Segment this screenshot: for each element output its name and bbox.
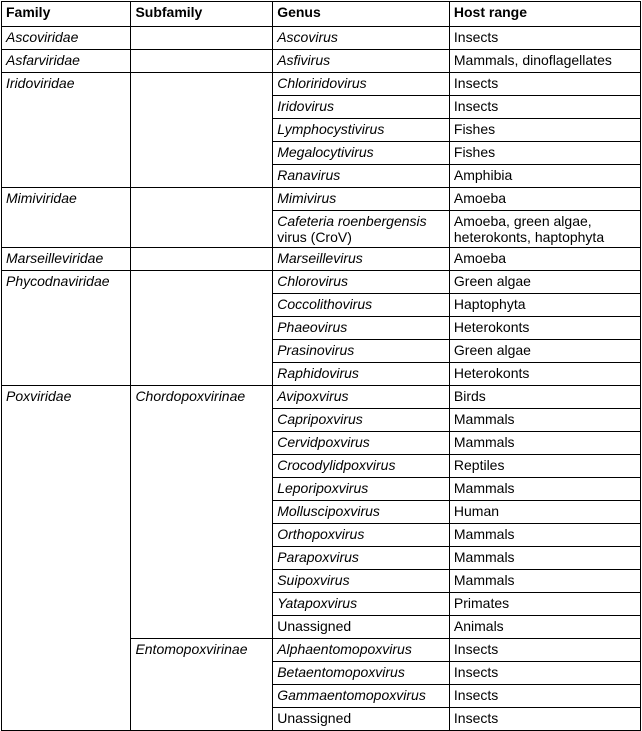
genus-cell	[273, 50, 450, 73]
genus-name: Raphidovirus	[277, 365, 359, 381]
genus-cell	[273, 142, 450, 165]
subfamily-cell	[131, 27, 273, 50]
table-row	[2, 188, 641, 211]
family-cell: Iridoviridae	[2, 73, 131, 188]
genus-cell	[273, 340, 450, 363]
genus-cell	[273, 271, 450, 294]
family-cell: Ascoviridae	[2, 27, 131, 50]
genus-name: Iridovirus	[277, 98, 334, 114]
table-row	[2, 386, 641, 409]
host-range-cell: Fishes	[449, 119, 640, 142]
genus-cell	[273, 708, 450, 731]
genus-cell	[273, 211, 450, 248]
genus-cell	[273, 386, 450, 409]
table-row	[2, 27, 641, 50]
header-row	[2, 2, 641, 27]
genus-cell	[273, 27, 450, 50]
host-range-cell: Mammals, dinoflagellates	[449, 50, 640, 73]
family-cell: Asfarviridae	[2, 50, 131, 73]
host-range-cell: Insects	[449, 685, 640, 708]
header-subfamily: Subfamily	[131, 2, 273, 27]
table-body	[2, 27, 641, 731]
host-range-cell: Human	[449, 501, 640, 524]
host-range-cell: Amphibia	[449, 165, 640, 188]
genus-name: Coccolithovirus	[277, 296, 373, 312]
host-range-cell: Primates	[449, 593, 640, 616]
genus-name: Megalocytivirus	[277, 144, 374, 160]
family-cell: Mimiviridae	[2, 188, 131, 248]
genus-name: Alphaentomopoxvirus	[277, 641, 412, 657]
genus-name: Chloriridovirus	[277, 75, 367, 91]
genus-cell	[273, 96, 450, 119]
genus-cell	[273, 119, 450, 142]
host-range-cell: Amoeba, green algae, heterokonts, haptophyta	[449, 211, 640, 248]
family-cell: Marseilleviridae	[2, 248, 131, 271]
genus-name: Cafeteria roenbergensis	[277, 213, 427, 229]
host-range-cell: Insects	[449, 27, 640, 50]
genus-name: Parapoxvirus	[277, 549, 359, 565]
genus-name: Suipoxvirus	[277, 572, 350, 588]
header-host-range: Host range	[449, 2, 640, 27]
host-range-cell: Reptiles	[449, 455, 640, 478]
host-range-cell: Birds	[449, 386, 640, 409]
genus-name: Marseillevirus	[277, 250, 363, 266]
host-range-cell: Insects	[449, 708, 640, 731]
subfamily-cell	[131, 248, 273, 271]
genus-name: Ascovirus	[277, 29, 338, 45]
genus-name: Unassigned	[277, 618, 352, 634]
subfamily-cell: Chordopoxvirinae	[131, 386, 273, 639]
genus-cell	[273, 639, 450, 662]
header-family: Family	[2, 2, 131, 27]
genus-cell	[273, 248, 450, 271]
genus-name: Orthopoxvirus	[277, 526, 365, 542]
genus-name: Avipoxvirus	[277, 388, 349, 404]
host-range-cell: Mammals	[449, 547, 640, 570]
genus-cell	[273, 685, 450, 708]
genus-cell	[273, 501, 450, 524]
genus-cell	[273, 363, 450, 386]
host-range-cell: Insects	[449, 662, 640, 685]
host-range-cell: Animals	[449, 616, 640, 639]
genus-name: Unassigned	[277, 710, 352, 726]
genus-name: Betaentomopoxvirus	[277, 664, 405, 680]
genus-name: Prasinovirus	[277, 342, 355, 358]
genus-name: Phaeovirus	[277, 319, 348, 335]
subfamily-cell	[131, 73, 273, 188]
genus-cell	[273, 455, 450, 478]
genus-name: Lymphocystivirus	[277, 121, 385, 137]
host-range-cell: Heterokonts	[449, 363, 640, 386]
genus-name: Gammaentomopoxvirus	[277, 687, 426, 703]
family-cell: Poxviridae	[2, 386, 131, 731]
table-row	[2, 271, 641, 294]
subfamily-cell	[131, 271, 273, 386]
host-range-cell: Green algae	[449, 340, 640, 363]
host-range-cell: Fishes	[449, 142, 640, 165]
host-range-cell: Mammals	[449, 432, 640, 455]
genus-name: Leporipoxvirus	[277, 480, 369, 496]
subfamily-cell: Entomopoxvirinae	[131, 639, 273, 731]
genus-cell	[273, 478, 450, 501]
host-range-cell: Mammals	[449, 524, 640, 547]
genus-cell	[273, 593, 450, 616]
host-range-cell: Green algae	[449, 271, 640, 294]
genus-name: Crocodylidpoxvirus	[277, 457, 396, 473]
genus-cell	[273, 188, 450, 211]
host-range-cell: Amoeba	[449, 248, 640, 271]
host-range-cell: Mammals	[449, 409, 640, 432]
genus-name: Molluscipoxvirus	[277, 503, 380, 519]
genus-cell	[273, 616, 450, 639]
genus-cell	[273, 547, 450, 570]
genus-cell	[273, 432, 450, 455]
genus-name-suffix: virus (CroV)	[277, 229, 352, 245]
genus-name: Chlorovirus	[277, 273, 349, 289]
genus-name: Asfivirus	[277, 52, 331, 68]
genus-cell	[273, 662, 450, 685]
subfamily-cell	[131, 188, 273, 248]
genus-name: Ranavirus	[277, 167, 341, 183]
host-range-cell: Insects	[449, 96, 640, 119]
family-cell: Phycodnaviridae	[2, 271, 131, 386]
virus-taxonomy-table	[1, 1, 641, 731]
genus-cell	[273, 524, 450, 547]
table-row	[2, 73, 641, 96]
host-range-cell: Mammals	[449, 570, 640, 593]
genus-cell	[273, 409, 450, 432]
host-range-cell: Heterokonts	[449, 317, 640, 340]
host-range-cell: Insects	[449, 73, 640, 96]
genus-cell	[273, 570, 450, 593]
genus-name: Capripoxvirus	[277, 411, 363, 427]
genus-cell	[273, 317, 450, 340]
genus-name: Cervidpoxvirus	[277, 434, 370, 450]
genus-cell	[273, 294, 450, 317]
subfamily-cell	[131, 50, 273, 73]
host-range-cell: Insects	[449, 639, 640, 662]
table-row	[2, 50, 641, 73]
header-genus: Genus	[273, 2, 450, 27]
host-range-cell: Haptophyta	[449, 294, 640, 317]
genus-name: Yatapoxvirus	[277, 595, 358, 611]
genus-cell	[273, 165, 450, 188]
host-range-cell: Mammals	[449, 478, 640, 501]
table-row	[2, 248, 641, 271]
genus-name: Mimivirus	[277, 190, 337, 206]
host-range-cell: Amoeba	[449, 188, 640, 211]
genus-cell	[273, 73, 450, 96]
